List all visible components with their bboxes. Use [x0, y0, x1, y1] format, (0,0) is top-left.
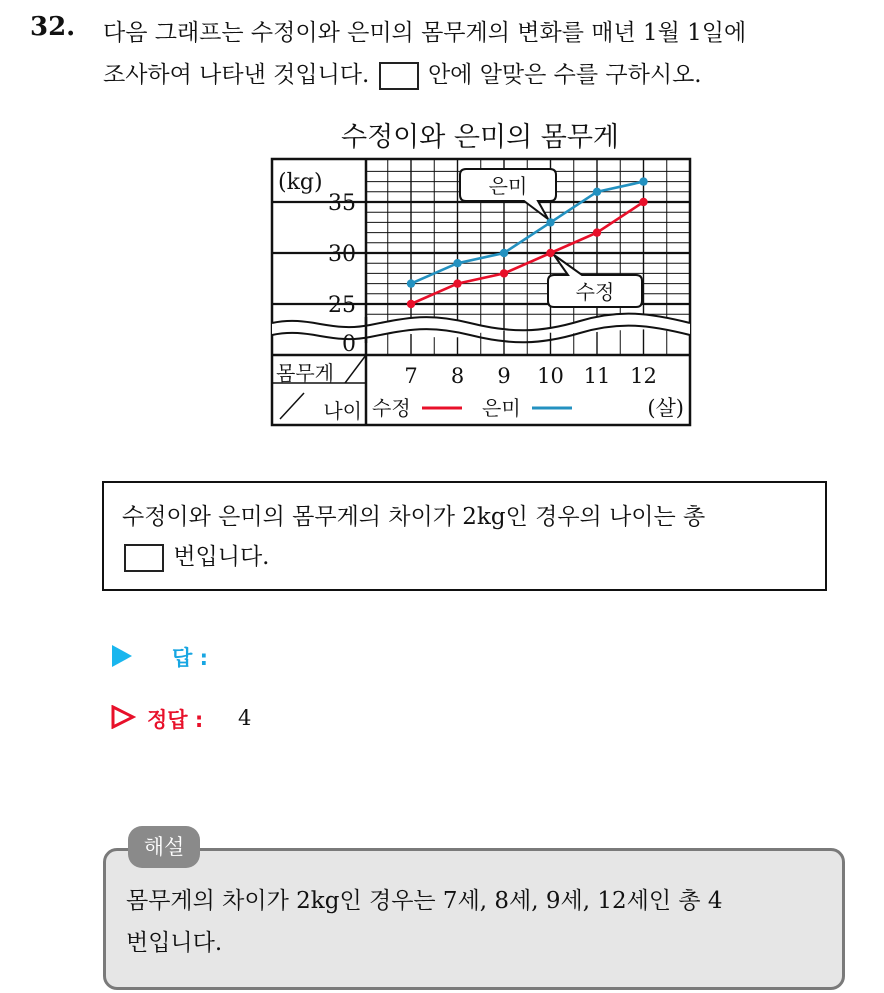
- x-tick-label: 12: [630, 364, 657, 388]
- chart-title: 수정이와 은미의 몸무게: [341, 122, 619, 153]
- weight-line-chart: [270, 157, 692, 427]
- correct-answer-label: 정답 :: [147, 708, 204, 732]
- x-tick-label: 8: [450, 364, 465, 388]
- answer-blank-box: [379, 62, 419, 90]
- condition-text-after-blank: 번입니다.: [173, 544, 270, 570]
- x-tick-label: 7: [404, 364, 418, 388]
- y-axis-unit: (kg): [278, 170, 323, 195]
- callout-sujeong-label: 수정: [575, 280, 615, 304]
- data-point-eunmi: [500, 249, 508, 257]
- data-point-eunmi: [593, 188, 601, 196]
- answer-label: 답 :: [172, 646, 208, 670]
- callout-eunmi-label: 은미: [488, 174, 528, 198]
- x-axis-unit: (살): [647, 396, 684, 420]
- corner-label-weight: 몸무게: [276, 361, 334, 385]
- x-tick-label: 9: [497, 364, 511, 388]
- data-point-eunmi: [639, 177, 647, 185]
- explanation-panel: [103, 848, 845, 990]
- question-text-after-blank: 안에 알맞은 수를 구하시오.: [427, 62, 702, 88]
- data-point-eunmi: [407, 279, 415, 287]
- y-tick-label: 35: [328, 191, 356, 216]
- y-tick-label-zero: 0: [342, 332, 356, 357]
- legend-label-sujeong: 수정: [372, 396, 411, 420]
- x-tick-label: 11: [583, 364, 611, 388]
- condition-text-line2: [122, 538, 270, 572]
- answer-blank-box: [124, 544, 164, 572]
- answer-marker-icon: [112, 645, 132, 667]
- data-point-sujeong: [407, 300, 415, 308]
- data-point-sujeong: [593, 228, 601, 236]
- corner-label-age: 나이: [323, 399, 362, 423]
- question-text-line1: 다음 그래프는 수정이와 은미의 몸무게의 변화를 매년 1월 1일에: [103, 20, 747, 46]
- correct-answer-value: 4: [238, 706, 252, 730]
- question-text-line2: [103, 56, 702, 90]
- correct-answer-marker-icon: [110, 705, 136, 729]
- question-number: 32.: [30, 12, 76, 42]
- explanation-text-line2: 번입니다.: [126, 930, 223, 956]
- condition-text-line1: 수정이와 은미의 몸무게의 차이가 2kg인 경우의 나이는 총: [122, 504, 706, 530]
- callout-eunmi: [460, 169, 556, 219]
- data-point-sujeong: [639, 198, 647, 206]
- data-point-eunmi: [453, 259, 461, 267]
- legend-label-eunmi: 은미: [482, 396, 521, 420]
- explanation-tag: 해설: [128, 826, 200, 868]
- x-tick-label: 10: [537, 364, 564, 388]
- explanation-text-line1: 몸무게의 차이가 2kg인 경우는 7세, 8세, 9세, 12세인 총 4: [126, 888, 723, 914]
- data-point-sujeong: [453, 279, 461, 287]
- data-point-sujeong: [500, 269, 508, 277]
- y-tick-label: 25: [328, 293, 356, 318]
- y-tick-label: 30: [328, 242, 356, 267]
- question-text-before-blank: 조사하여 나타낸 것입니다.: [103, 62, 370, 88]
